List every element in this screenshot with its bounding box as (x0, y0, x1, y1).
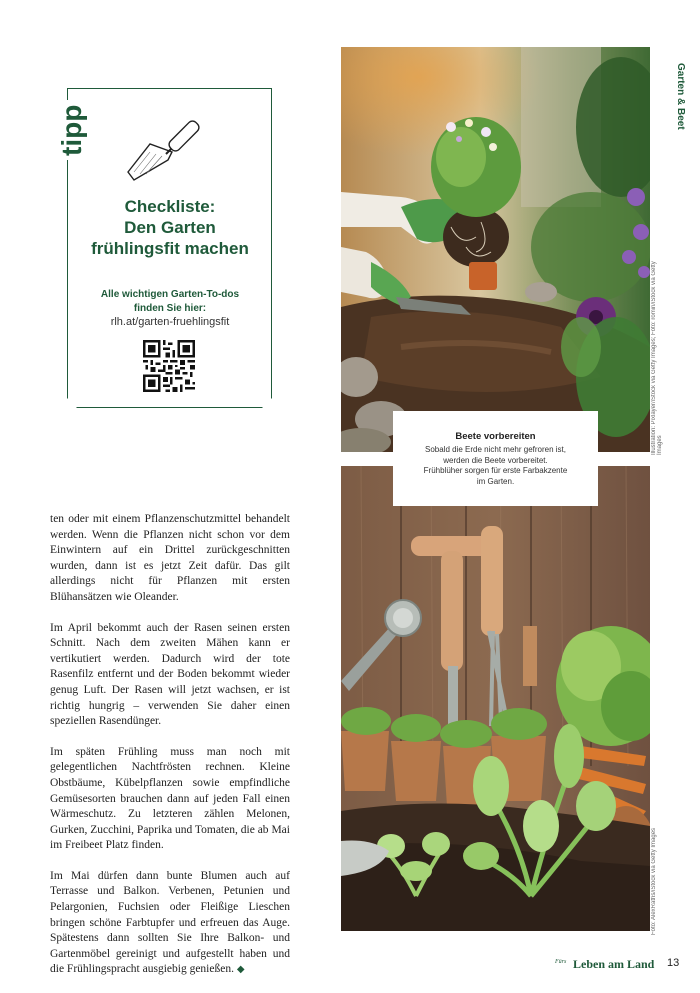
paragraph (50, 869, 290, 978)
magazine-prefix: Fürs (555, 959, 567, 965)
tip-title: Checkliste: Den Garten frühlingsfit machen (91, 197, 249, 258)
caption-text: Sobald die Erde nicht mehr gefroren ist, werden die Beete vorbereitet. Frühblüher sorgen für erste Farbakzente im Garten. (423, 445, 568, 486)
paragraph: Im April bekommt auch der Rasen seinen ersten Schnitt. Nach dem zweiten Mähen kann er vertikutiert werden. Dadurch wird der tote Rasenfilz entfernt und der Boden bekommt wieder genug Luft. Der Rasen will jetzt wachsen, er ist richtig hungrig – verwenden Sie daher einen speziellen Rasendünger. (50, 621, 290, 728)
article-body (50, 512, 290, 993)
section-label: Garten & Beet (675, 63, 686, 130)
qr-code-icon[interactable] (143, 340, 195, 392)
photo-credit: Foto: AlexRaths/iStock via Getty Images (651, 827, 657, 935)
paragraph: ten oder mit einem Pflanzenschutzmittel behandelt werden. Wenn die Pflanzen nicht schon vor dem Einwintern auf ein Drittel zurückgeschnitten wurden, dann ist es jetzt Zeit dafür. Das gilt allerdings nicht für Pflanzen mit ersten Blühansätzen wie Oleander. (50, 513, 290, 603)
page-footer (555, 957, 685, 975)
tip-url-link[interactable]: rlh.at/garten-fruehlingsfit (110, 316, 230, 328)
magazine-name: Leben am Land (573, 957, 655, 971)
photo-caption (393, 411, 598, 506)
end-mark-icon: ◆ (236, 964, 245, 976)
caption-title: Beete vorbereiten (455, 431, 536, 442)
garden-tools-photo (341, 466, 650, 931)
paragraph-text: Im Mai dürfen dann bunte Blumen auch auf Terrasse und Balkon. Verbenen, Petunien und Pelargonien, Fuchsien oder Fleißige Lieschen bringen schöne Farbtupfer und erfreuen das Auge. Spätestens dann sollten Sie Ihre Balkon- und Gartenmöbel gereinigt und aufgestellt haben und die Frühlingspracht ausgiebig genießen. (50, 869, 290, 976)
paragraph: Im späten Frühling muss man noch mit gelegentlichen Nachtfrösten rechnen. Kleine Obstbäume, Kübelpflanzen sowie empfindliche Gemüsesorten brauchen dann auf jeden Fall einen Wärmeschutz. Zu letzteren zählen Melonen, Gurken, Zucchini, Paprika und Tomaten, die ab Mai im Freibeet Platz finden. (50, 745, 290, 852)
tip-label: tipp (54, 100, 90, 160)
page-number: 13 (667, 957, 680, 969)
tip-subtitle: Alle wichtigen Garten-To-dos finden Sie hier: (100, 289, 240, 314)
photo-credit: Illustration: Pixlayer/iStock via Getty Images; Foto: romiri/iStock via Getty Images (651, 261, 663, 455)
garden-bed-photo (341, 47, 650, 452)
trowel-icon (120, 102, 220, 187)
